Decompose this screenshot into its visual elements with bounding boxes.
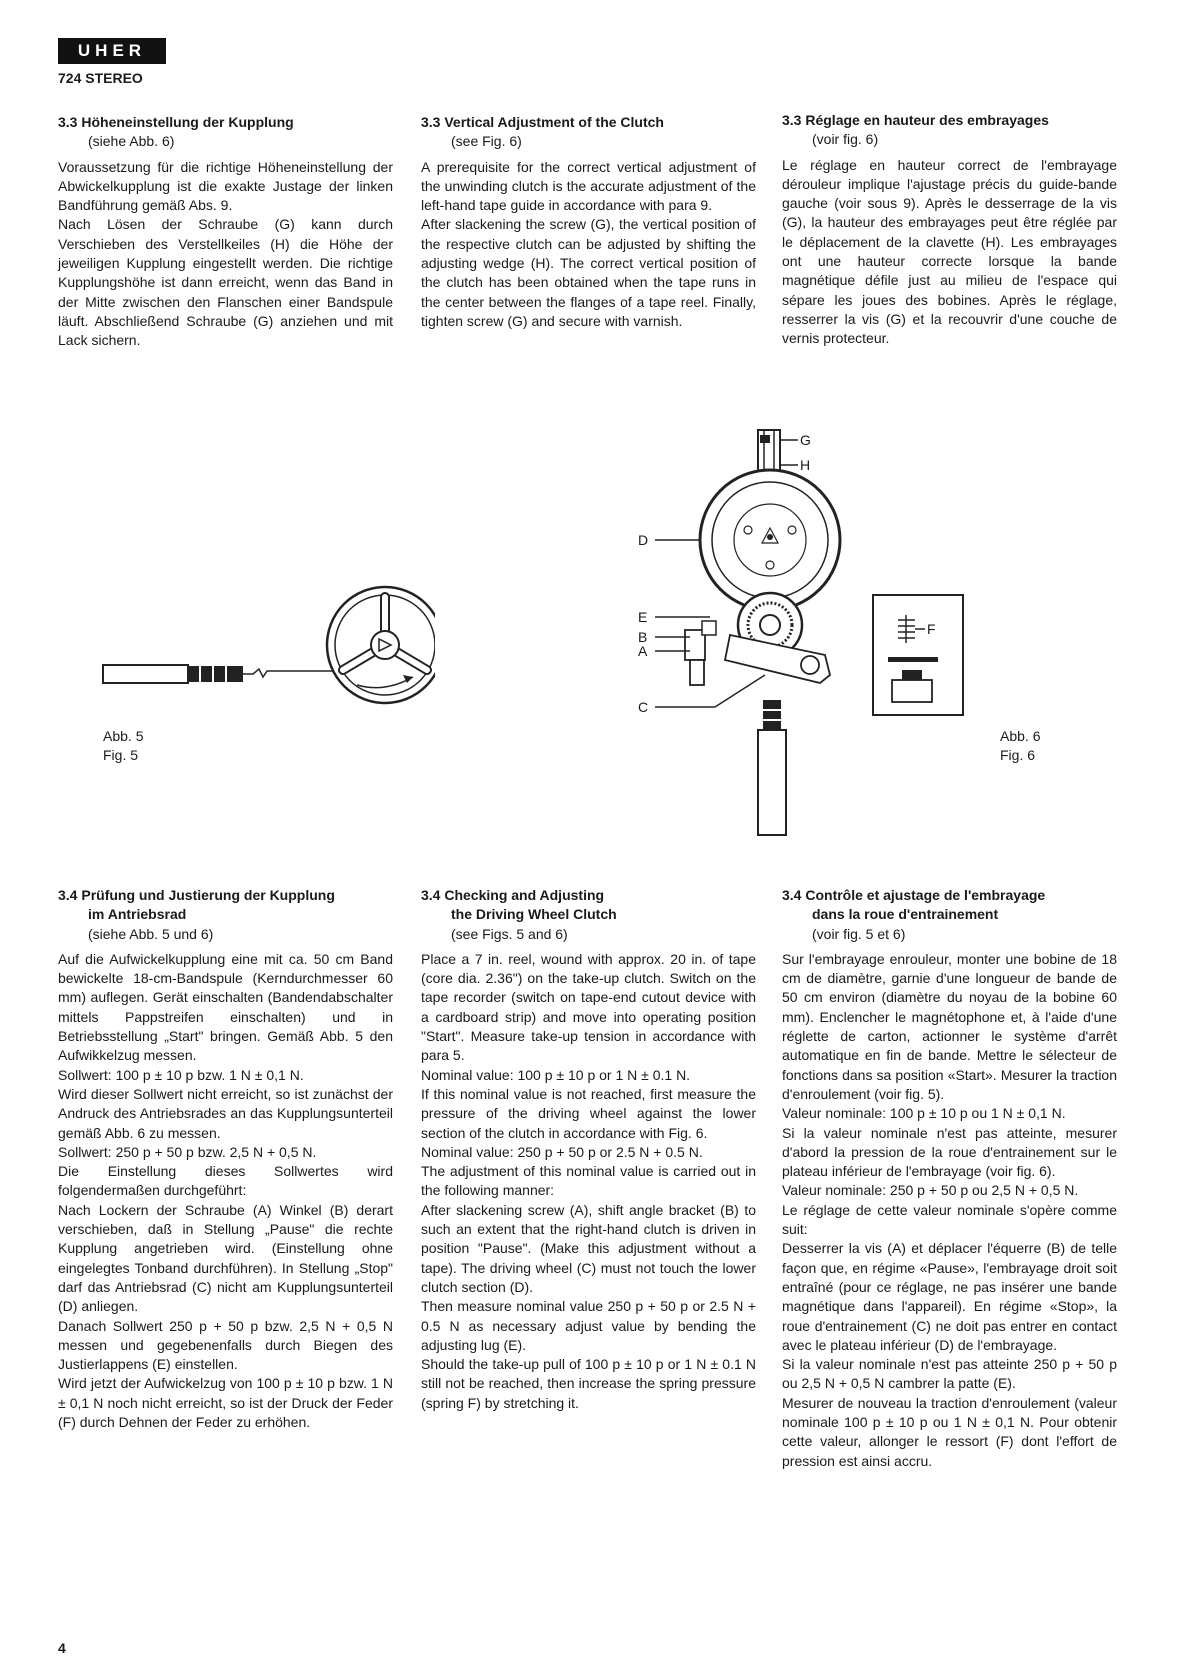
paragraph: Nach Lockern der Schraube (A) Winkel (B) derart verschieben, daß in Stellung „Pause" die rechte Kupplung angetrieben wird. (Einstellung ohne eingelegtes Tonband durchführen). In Stellung „Stop" darf das Antriebsrad (C) nicht am Kupplungsunterteil (D) anliegen.	[58, 1201, 393, 1315]
label-a: A	[638, 643, 648, 659]
paragraph: Should the take-up pull of 100 p ± 10 p or 1 N ± 0.1 N still not be reached, then increase the spring pressure (spring F) by stretching it.	[421, 1356, 756, 1411]
label-g: G	[800, 432, 811, 448]
paragraph: A prerequisite for the correct vertical adjustment of the unwinding clutch is the accurate adjustment of the left-hand tape guide in accordance with para 9.	[421, 158, 756, 214]
section-33-de	[58, 113, 393, 351]
section-subtitle: (siehe Abb. 6)	[88, 133, 175, 150]
section-33-fr	[782, 111, 1117, 349]
paragraph: If this nominal value is not reached, first measure the pressure of the driving wheel against the lower section of the clutch in accordance with Fig. 6.	[421, 1085, 756, 1141]
section-subtitle: (voir fig. 5 et 6)	[812, 925, 906, 942]
figure-6-label-de: Abb. 6	[1000, 728, 1041, 744]
paragraph: Place a 7 in. reel, wound with approx. 20 in. of tape (core dia. 2.36") on the take-up clutch. Switch on the tape recorder (switch on tape-end cutout device with a cardboard strip) and move into operating position "Start". Measure take-up tension in accordance with para 5.	[421, 950, 756, 1064]
uher-logo: UHER	[58, 38, 166, 64]
page-number: 4	[58, 1640, 66, 1656]
paragraph: Mesurer de nouveau la traction d'enroulement (valeur nominale 100 p ± 10 p ou 1 N ± 0,1 N. Pour obtenir cette valeur, allonger le ressort (F) dont l'effort de pression est ainsi accru.	[782, 1394, 1117, 1469]
label-c: C	[638, 699, 649, 715]
paragraph: Auf die Aufwickelkupplung eine mit ca. 50 cm Band bewickelte 18-cm-Bandspule (Kerndurchmesser 60 mm) auflegen. Gerät einschalten (Bandendabschalter mittels Pappstreifen einschalten) und in Betriebsstellung „Start" bringen. Gemäß Abb. 5 den Aufwikkelzug messen.	[58, 950, 393, 1064]
section-subtitle: (siehe Abb. 5 und 6)	[88, 925, 214, 942]
paragraph: Die Einstellung dieses Sollwertes wird folgendermaßen durchgeführt:	[58, 1163, 393, 1199]
paragraph: Le réglage de cette valeur nominale s'opère comme suit:	[782, 1201, 1117, 1238]
figure-5-diagram	[95, 585, 435, 735]
label-f: F	[927, 621, 936, 637]
section-subtitle: (see Figs. 5 and 6)	[451, 925, 568, 942]
paragraph: Le réglage en hauteur correct de l'embrayage dérouleur implique l'ajustage précis du guide-bande gauche (voir sous 9). Après le desserrage de la vis (G), la hauteur des embrayages peut être réglée par le déplacement de la clavette (H). Les embrayages ont une hauteur correcte lorsque la bande magnétique défile just au milieu de l'espace qui sépare les joues des bobines. Après le réglage, resserrer la vis (G) et la recouvrir d'une couche de vernis protecteur.	[782, 156, 1117, 347]
paragraph: Sollwert: 100 p ± 10 p bzw. 1 N ± 0,1 N.	[58, 1066, 304, 1083]
paragraph: Voraussetzung für die richtige Höheneinstellung der Abwickelkupplung ist die exakte Justage der linken Bandführung gemäß Abs. 9.	[58, 158, 393, 214]
section-title: 3.3 Vertical Adjustment of the Clutch	[421, 114, 664, 130]
paragraph: Valeur nominale: 250 p + 50 p ou 2,5 N + 0,5 N.	[782, 1182, 1079, 1199]
figure-5-label-de: Abb. 5	[103, 728, 144, 744]
section-34-en	[421, 886, 756, 1413]
paragraph: Sur l'embrayage enrouleur, monter une bobine de 18 cm de diamètre, garnie d'une longueur de bande de 50 cm environ (diamètre du noyau de la bobine 60 mm). Enclencher le magnétophone et, à l'aide d'une réglette de carton, actionner le système d'arrêt automatique en fin de bande. Mettre le sélecteur de fonctions dans sa position «Start». Mesurer la traction d'enroulement (voir fig. 5).	[782, 950, 1117, 1102]
figure-5-caption	[103, 727, 143, 765]
label-b: B	[638, 629, 648, 645]
paragraph: Si la valeur nominale n'est pas atteinte 250 p + 50 p ou 2,5 N + 0,5 N cambrer la patte (E).	[782, 1356, 1117, 1392]
paragraph: Nominal value: 250 p + 50 p or 2.5 N + 0.5 N.	[421, 1143, 703, 1160]
paragraph: Desserrer la vis (A) et déplacer l'équerre (B) de telle façon que, en régime «Pause», l'embrayage droit soit entraîné (pour ce réglage, ne pas insérer une bande magnétique dans l'appareil). En régime «Stop», la roue d'entrainement (C) ne doit pas entrer en contact avec le plateau inférieur (D) de l'embrayage.	[782, 1240, 1117, 1353]
section-33-en	[421, 113, 756, 331]
paragraph: Sollwert: 250 p + 50 p bzw. 2,5 N + 0,5 N.	[58, 1143, 317, 1160]
paragraph: Wird dieser Sollwert nicht erreicht, so ist zunächst der Andruck des Antriebsrades an das Kupplungsunterteil gemäß Abb. 6 zu messen.	[58, 1085, 393, 1141]
figure-6-diagram	[630, 425, 1000, 840]
model-name: 724 STEREO	[58, 70, 143, 86]
section-title-line2: im Antriebsrad	[88, 906, 187, 923]
section-34-fr	[782, 886, 1117, 1471]
paragraph: Danach Sollwert 250 p + 50 p bzw. 2,5 N + 0,5 N messen und gegebenenfalls durch Biegen des Justierlappens (E) einstellen.	[58, 1317, 393, 1373]
paragraph: Then measure nominal value 250 p + 50 p or 2.5 N + 0.5 N as necessary adjust value by bending the adjusting lug (E).	[421, 1298, 756, 1353]
section-title: 3.4 Contrôle et ajustage de l'embrayage	[782, 887, 1046, 903]
paragraph: Valeur nominale: 100 p ± 10 p ou 1 N ± 0,1 N.	[782, 1105, 1066, 1122]
paragraph: Wird jetzt der Aufwickelzug von 100 p ± 10 p bzw. 1 N ± 0,1 N noch nicht erreicht, so ist der Druck der Feder (F) durch Dehnen der Feder zu erhöhen.	[58, 1375, 393, 1431]
section-title: 3.3 Réglage en hauteur des embrayages	[782, 112, 1049, 128]
section-34-de	[58, 886, 393, 1432]
paragraph: Nach Lösen der Schraube (G) kann durch Verschieben des Verstellkeiles (H) die Höhe der jeweiligen Kupplung eingestellt werden. Die richtige Kupplungshöhe ist dann erreicht, wenn das Band in der Mitte zwischen den Flanschen einer Bandspule läuft. Abschließend Schraube (G) anziehen und mit Lack sichern.	[58, 216, 393, 349]
section-title-line2: the Driving Wheel Clutch	[451, 906, 617, 923]
label-d: D	[638, 532, 649, 548]
section-subtitle: (voir fig. 6)	[812, 131, 879, 148]
section-title: 3.4 Checking and Adjusting	[421, 887, 605, 903]
figure-6-label-en: Fig. 6	[1000, 747, 1036, 763]
label-h: H	[800, 457, 811, 473]
paragraph: After slackening the screw (G), the vertical position of the respective clutch can be adjusted by shifting the adjusting wedge (H). The correct vertical position of the clutch has been obtained when the tape runs in the center between the flanges of a tape reel. Finally, tighten screw (G) and secure with varnish.	[421, 216, 756, 329]
paragraph: Nominal value: 100 p ± 10 p or 1 N ± 0.1 N.	[421, 1066, 691, 1083]
section-subtitle: (see Fig. 6)	[451, 133, 522, 150]
paragraph: After slackening screw (A), shift angle bracket (B) to such an extent that the right-hand clutch is driven in position "Pause". (Make this adjustment without a tape). The driving wheel (C) must not touch the lower clutch section (D).	[421, 1201, 756, 1295]
section-title-line2: dans la roue d'entrainement	[812, 906, 999, 923]
section-title: 3.3 Höheneinstellung der Kupplung	[58, 114, 294, 130]
paragraph: The adjustment of this nominal value is carried out in the following manner:	[421, 1163, 756, 1199]
figure-6-caption	[1000, 727, 1040, 765]
section-title: 3.4 Prüfung und Justierung der Kupplung	[58, 887, 335, 903]
paragraph: Si la valeur nominale n'est pas atteinte, mesurer d'abord la pression de la roue d'entrainement sur le plateau inférieur de l'embrayage (voir fig. 6).	[782, 1124, 1117, 1180]
figure-5-label-en: Fig. 5	[103, 747, 139, 763]
label-e: E	[638, 609, 648, 625]
